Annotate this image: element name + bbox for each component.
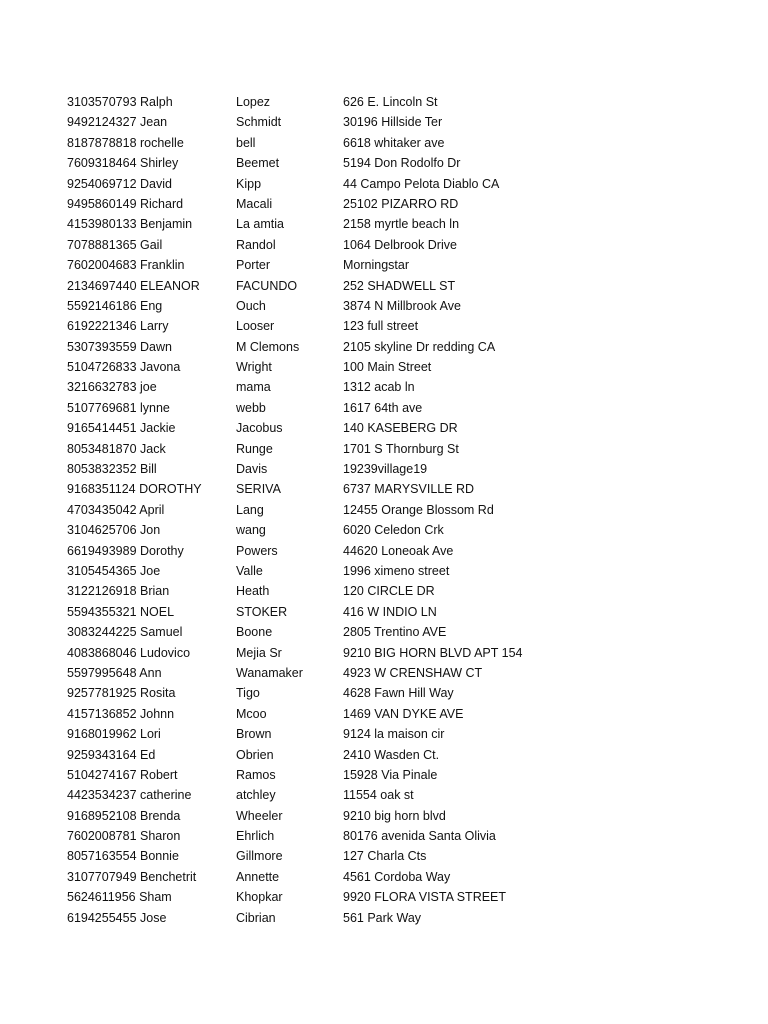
phone-first-name-cell: 5594355321 NOEL	[67, 604, 175, 619]
address-cell: Morningstar	[343, 258, 409, 273]
last-name-cell: M Clemons	[236, 339, 300, 354]
address-cell: 1469 VAN DYKE AVE	[343, 706, 464, 721]
last-name-cell: Davis	[236, 462, 268, 477]
last-name-cell: Macali	[236, 196, 273, 211]
phone-first-name-cell: 4153980133 Benjamin	[67, 217, 193, 232]
last-name-cell: Boone	[236, 625, 273, 640]
last-name-cell: Ramos	[236, 767, 276, 782]
phone-first-name-cell: 4083868046 Ludovico	[67, 645, 191, 660]
contact-table	[67, 92, 727, 928]
table-row	[67, 602, 727, 622]
phone-first-name-cell: 6194255455 Jose	[67, 910, 167, 925]
table-row	[67, 500, 727, 520]
phone-first-name-cell: 3083244225 Samuel	[67, 625, 183, 640]
phone-first-name-cell: 5307393559 Dawn	[67, 339, 172, 354]
last-name-cell: Gillmore	[236, 849, 283, 864]
last-name-cell: Wright	[236, 360, 272, 375]
table-row	[67, 541, 727, 561]
phone-first-name-cell: 9257781925 Rosita	[67, 686, 176, 701]
address-cell: 80176 avenida Santa Olivia	[343, 829, 496, 844]
phone-first-name-cell: 4423534237 catherine	[67, 788, 192, 803]
address-cell: 127 Charla Cts	[343, 849, 427, 864]
table-row	[67, 255, 727, 275]
last-name-cell: Heath	[236, 584, 270, 599]
table-row	[67, 112, 727, 132]
address-cell: 15928 Via Pinale	[343, 767, 438, 782]
last-name-cell: Annette	[236, 869, 280, 884]
last-name-cell: Schmidt	[236, 115, 282, 130]
last-name-cell: Lopez	[236, 95, 271, 109]
address-cell: 626 E. Lincoln St	[343, 95, 438, 109]
address-cell: 44 Campo Pelota Diablo CA	[343, 176, 500, 191]
address-cell: 2158 myrtle beach ln	[343, 217, 460, 232]
address-cell: 19239village19	[343, 462, 428, 477]
address-cell: 2805 Trentino AVE	[343, 625, 447, 640]
phone-first-name-cell: 9492124327 Jean	[67, 115, 168, 130]
table-row	[67, 867, 727, 887]
phone-first-name-cell: 5597995648 Ann	[67, 665, 162, 680]
last-name-cell: Lang	[236, 502, 264, 517]
table-row	[67, 765, 727, 785]
last-name-cell: mama	[236, 380, 271, 395]
table-row	[67, 887, 727, 907]
last-name-cell: Randol	[236, 237, 276, 252]
table-row	[67, 459, 727, 479]
last-name-cell: Obrien	[236, 747, 274, 762]
table-row	[67, 785, 727, 805]
last-name-cell: Tigo	[236, 686, 260, 701]
table-row	[67, 418, 727, 438]
address-cell: 4923 W CRENSHAW CT	[343, 665, 483, 680]
address-cell: 6020 Celedon Crk	[343, 523, 444, 538]
phone-first-name-cell: 8187878818 rochelle	[67, 135, 184, 150]
phone-first-name-cell: 9259343164 Ed	[67, 747, 156, 762]
table-row	[67, 581, 727, 601]
table-row	[67, 724, 727, 744]
phone-first-name-cell: 9168351124 DOROTHY	[67, 482, 202, 497]
phone-first-name-cell: 8053481870 Jack	[67, 441, 166, 456]
table-row	[67, 377, 727, 397]
phone-first-name-cell: 5104726833 Javona	[67, 360, 181, 375]
table-row	[67, 622, 727, 642]
phone-first-name-cell: 9254069712 David	[67, 176, 172, 191]
address-cell: 1996 ximeno street	[343, 563, 450, 578]
address-cell: 12455 Orange Blossom Rd	[343, 502, 494, 517]
phone-first-name-cell: 5592146186 Eng	[67, 298, 163, 313]
phone-first-name-cell: 9495860149 Richard	[67, 196, 184, 211]
address-cell: 100 Main Street	[343, 360, 432, 375]
last-name-cell: bell	[236, 135, 256, 150]
table-row	[67, 826, 727, 846]
last-name-cell: La amtia	[236, 217, 284, 232]
table-row	[67, 337, 727, 357]
address-cell: 140 KASEBERG DR	[343, 421, 458, 436]
address-cell: 1617 64th ave	[343, 400, 423, 415]
phone-first-name-cell: 5107769681 lynne	[67, 400, 170, 415]
table-row	[67, 479, 727, 499]
table-row	[67, 174, 727, 194]
table-row	[67, 276, 727, 296]
address-cell: 416 W INDIO LN	[343, 604, 437, 619]
address-cell: 1701 S Thornburg St	[343, 441, 459, 456]
address-cell: 252 SHADWELL ST	[343, 278, 456, 293]
phone-first-name-cell: 7602004683 Franklin	[67, 258, 185, 273]
phone-first-name-cell: 7078881365 Gail	[67, 237, 163, 252]
address-cell: 9210 big horn blvd	[343, 808, 446, 823]
table-row	[67, 908, 727, 928]
phone-first-name-cell: 3105454365 Joe	[67, 563, 161, 578]
last-name-cell: Mcoo	[236, 706, 267, 721]
table-row	[67, 846, 727, 866]
last-name-cell: Beemet	[236, 156, 280, 171]
last-name-cell: Wheeler	[236, 808, 283, 823]
phone-first-name-cell: 3104625706 Jon	[67, 523, 161, 538]
table-row	[67, 561, 727, 581]
address-cell: 11554 oak st	[343, 788, 414, 803]
address-cell: 2105 skyline Dr redding CA	[343, 339, 496, 354]
address-cell: 2410 Wasden Ct.	[343, 747, 440, 762]
address-cell: 6737 MARYSVILLE RD	[343, 482, 475, 497]
phone-first-name-cell: 7602008781 Sharon	[67, 829, 181, 844]
last-name-cell: Jacobus	[236, 421, 283, 436]
last-name-cell: STOKER	[236, 604, 288, 619]
last-name-cell: Wanamaker	[236, 665, 303, 680]
phone-first-name-cell: 3216632783 joe	[67, 380, 157, 395]
phone-first-name-cell: 6192221346 Larry	[67, 319, 169, 334]
phone-first-name-cell: 8057163554 Bonnie	[67, 849, 179, 864]
address-cell: 123 full street	[343, 319, 419, 334]
last-name-cell: SERIVA	[236, 482, 281, 497]
last-name-cell: wang	[236, 523, 266, 538]
address-cell: 4561 Cordoba Way	[343, 869, 451, 884]
address-cell: 9210 BIG HORN BLVD APT 154	[343, 645, 523, 660]
last-name-cell: Looser	[236, 319, 275, 334]
phone-first-name-cell: 2134697440 ELEANOR	[67, 278, 200, 293]
address-cell: 3874 N Millbrook Ave	[343, 298, 461, 313]
table-row	[67, 663, 727, 683]
address-cell: 30196 Hillside Ter	[343, 115, 443, 130]
last-name-cell: Valle	[236, 563, 263, 578]
last-name-cell: Kipp	[236, 176, 262, 191]
table-row	[67, 214, 727, 234]
address-cell: 9920 FLORA VISTA STREET	[343, 890, 507, 905]
address-cell: 4628 Fawn Hill Way	[343, 686, 454, 701]
table-row	[67, 194, 727, 214]
table-row	[67, 316, 727, 336]
address-cell: 25102 PIZARRO RD	[343, 196, 459, 211]
address-cell: 9124 la maison cir	[343, 727, 445, 742]
phone-first-name-cell: 7609318464 Shirley	[67, 156, 179, 171]
table-row	[67, 806, 727, 826]
table-row	[67, 745, 727, 765]
address-cell: 120 CIRCLE DR	[343, 584, 435, 599]
table-row	[67, 439, 727, 459]
table-row	[67, 643, 727, 663]
table-row	[67, 153, 727, 173]
last-name-cell: Brown	[236, 727, 272, 742]
last-name-cell: Mejia Sr	[236, 645, 282, 660]
table-row	[67, 357, 727, 377]
phone-first-name-cell: 8053832352 Bill	[67, 462, 157, 477]
phone-first-name-cell: 9168019962 Lori	[67, 727, 161, 742]
phone-first-name-cell: 3103570793 Ralph	[67, 95, 173, 109]
phone-first-name-cell: 4703435042 April	[67, 502, 165, 517]
address-cell: 561 Park Way	[343, 910, 422, 925]
last-name-cell: Ouch	[236, 298, 266, 313]
phone-first-name-cell: 5624611956 Sham	[67, 890, 172, 905]
last-name-cell: webb	[236, 400, 266, 415]
phone-first-name-cell: 6619493989 Dorothy	[67, 543, 184, 558]
phone-first-name-cell: 9165414451 Jackie	[67, 421, 176, 436]
address-cell: 1064 Delbrook Drive	[343, 237, 457, 252]
phone-first-name-cell: 3122126918 Brian	[67, 584, 170, 599]
last-name-cell: Runge	[236, 441, 273, 456]
table-row	[67, 520, 727, 540]
last-name-cell: atchley	[236, 788, 276, 803]
table-row	[67, 296, 727, 316]
address-cell: 44620 Loneoak Ave	[343, 543, 454, 558]
last-name-cell: FACUNDO	[236, 278, 298, 293]
last-name-cell: Porter	[236, 258, 271, 273]
phone-first-name-cell: 4157136852 Johnn	[67, 706, 175, 721]
last-name-cell: Khopkar	[236, 890, 283, 905]
table-row	[67, 704, 727, 724]
address-cell: 1312 acab ln	[343, 380, 415, 395]
last-name-cell: Cibrian	[236, 910, 276, 925]
last-name-cell: Powers	[236, 543, 278, 558]
table-row	[67, 398, 727, 418]
phone-first-name-cell: 9168952108 Brenda	[67, 808, 181, 823]
phone-first-name-cell: 5104274167 Robert	[67, 767, 178, 782]
table-row	[67, 133, 727, 153]
address-cell: 5194 Don Rodolfo Dr	[343, 156, 461, 171]
last-name-cell: Ehrlich	[236, 829, 275, 844]
table-row	[67, 235, 727, 255]
table-row	[67, 92, 727, 112]
address-cell: 6618 whitaker ave	[343, 135, 445, 150]
phone-first-name-cell: 3107707949 Benchetrit	[67, 869, 197, 884]
table-row	[67, 683, 727, 703]
